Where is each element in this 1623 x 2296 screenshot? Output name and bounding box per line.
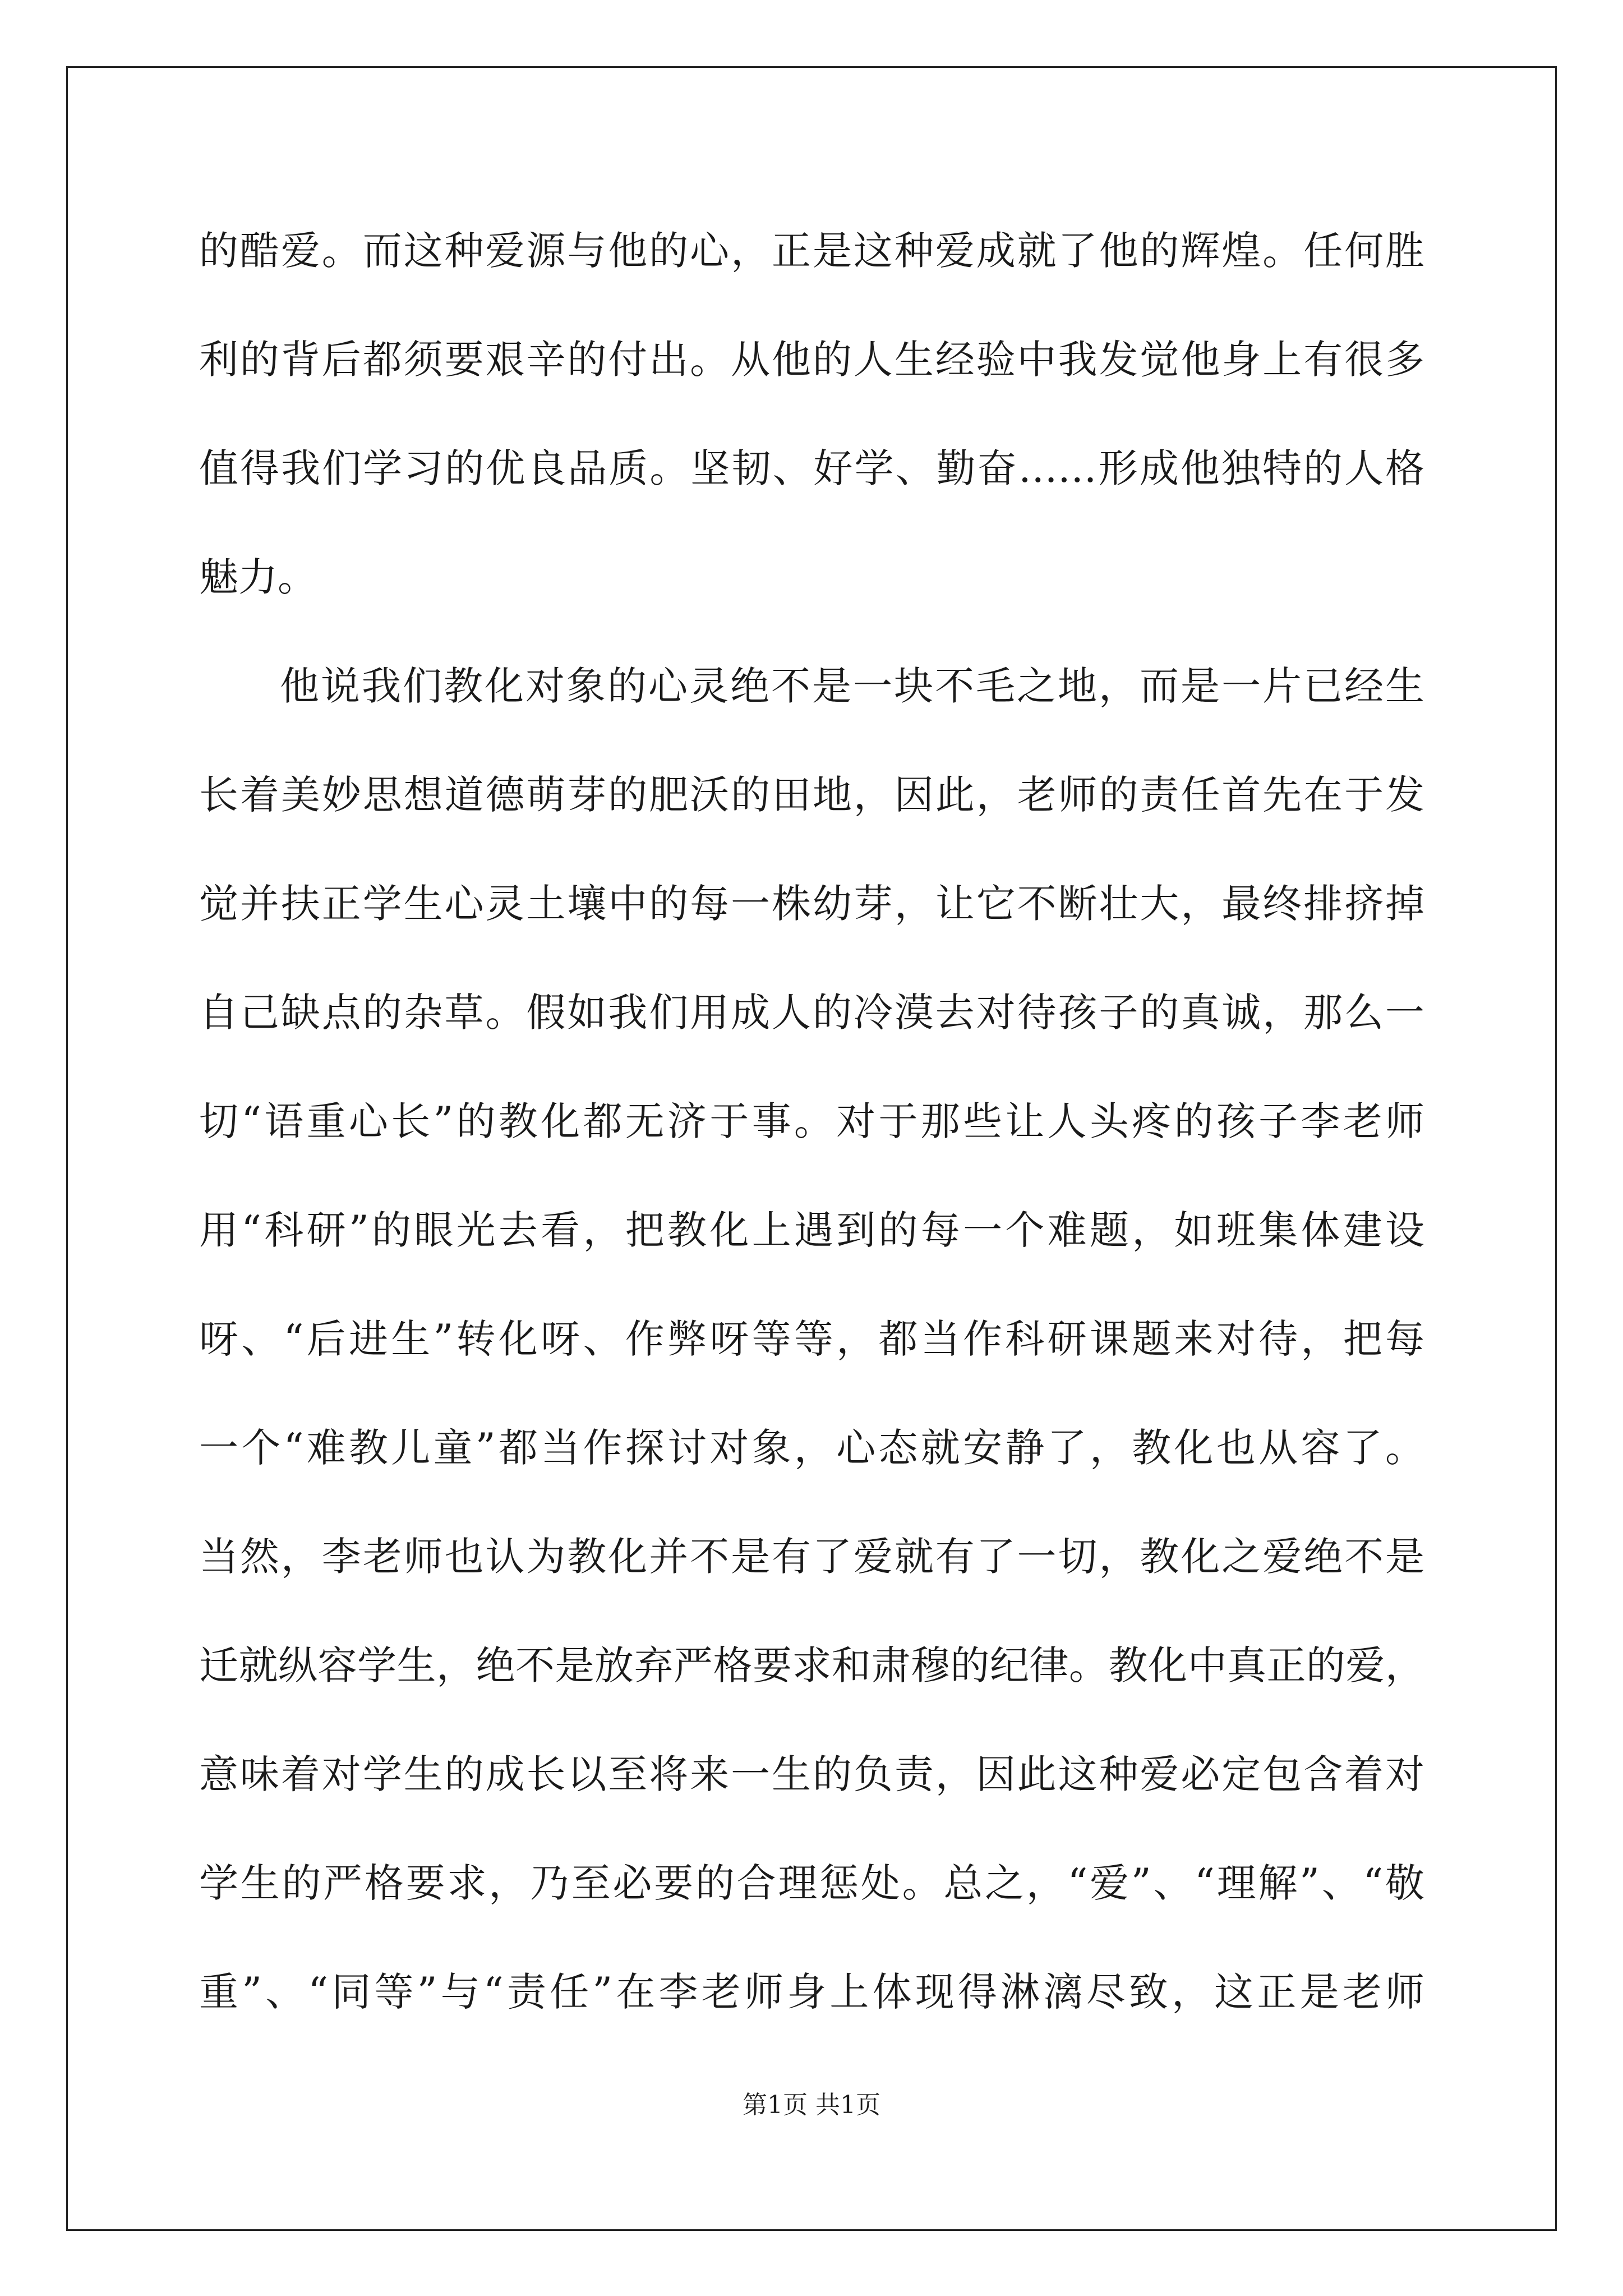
text-line-8: 自己缺点的杂草。假如我们用成人的冷漠去对待孩子的真诚，那么一 (199, 990, 1424, 1036)
text-line-1: 的酷爱。而这种爱源与他的心，正是这种爱成就了他的辉煌。任何胜 (199, 228, 1424, 274)
text-line-12: 一个“难教儿童”都当作探讨对象，心态就安静了，教化也从容了。 (199, 1425, 1424, 1471)
text-line-13: 当然，李老师也认为教化并不是有了爱就有了一切，教化之爱绝不是 (199, 1534, 1424, 1580)
text-line-6: 长着美妙思想道德萌芽的肥沃的田地，因此，老师的责任首先在于发 (199, 772, 1424, 818)
text-line-16: 学生的严格要求，乃至必要的合理惩处。总之，“爱”、“理解”、“敬 (199, 1860, 1424, 1906)
text-line-7: 觉并扶正学生心灵土壤中的每一株幼芽，让它不断壮大，最终排挤掉 (199, 881, 1424, 927)
text-line-15: 意味着对学生的成长以至将来一生的负责，因此这种爱必定包含着对 (199, 1751, 1424, 1797)
text-line-14: 迁就纵容学生，绝不是放弃严格要求和肃穆的纪律。教化中真正的爱， (199, 1642, 1424, 1688)
text-line-10: 用“科研”的眼光去看，把教化上遇到的每一个难题，如班集体建设 (199, 1207, 1424, 1253)
text-line-5: 他说我们教化对象的心灵绝不是一块不毛之地，而是一片已经生 (280, 663, 1424, 709)
text-line-3: 值得我们学习的优良品质。坚韧、好学、勤奋……形成他独特的人格 (199, 445, 1424, 491)
text-line-17: 重”、“同等”与“责任”在李老师身上体现得淋漓尽致，这正是老师 (199, 1969, 1424, 2015)
text-line-11: 呀、“后进生”转化呀、作弊呀等等，都当作科研课题来对待，把每 (199, 1316, 1424, 1362)
page-footer: 第1页 共1页 (743, 2091, 880, 2119)
text-line-9: 切“语重心长”的教化都无济于事。对于那些让人头疼的孩子李老师 (199, 1098, 1424, 1144)
text-line-4: 魅力。 (199, 554, 317, 600)
text-line-2: 利的背后都须要艰辛的付出。从他的人生经验中我发觉他身上有很多 (199, 337, 1424, 383)
body-text (199, 210, 1424, 2060)
